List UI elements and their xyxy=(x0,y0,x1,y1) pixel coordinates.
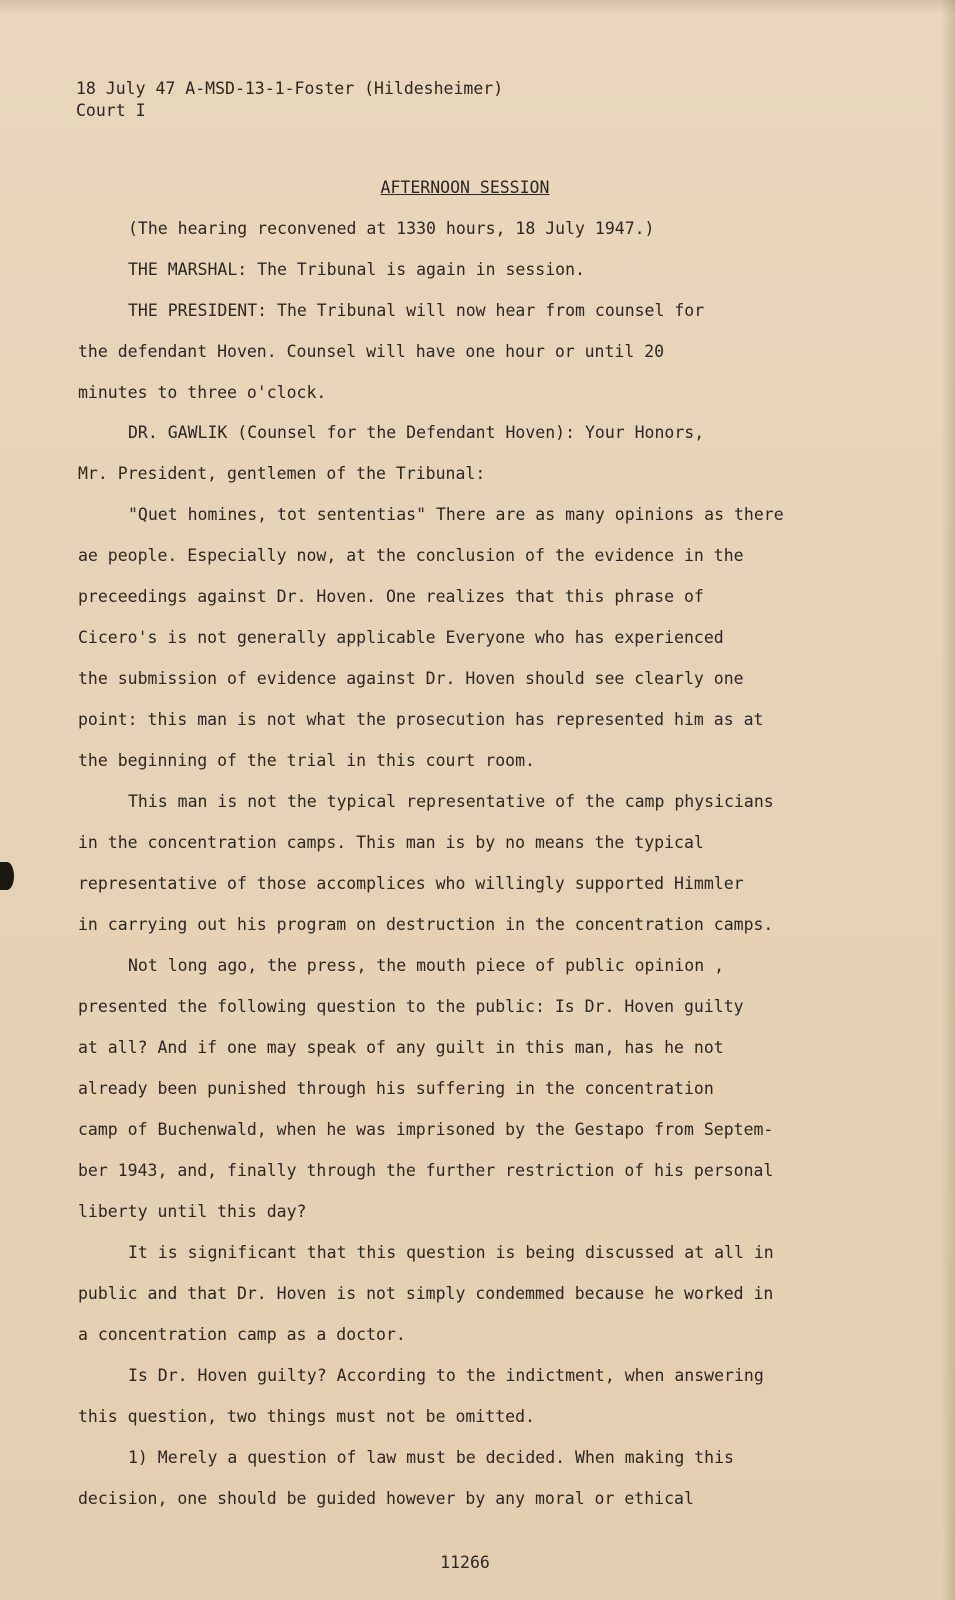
text-line: THE MARSHAL: The Tribunal is again in session. xyxy=(128,260,585,279)
text-line: point: this man is not what the prosecution has represented him as at xyxy=(78,710,764,729)
text-line: "Quet homines, tot sententias" There are as many opinions as there xyxy=(128,505,784,524)
text-line: representative of those accomplices who willingly supported Himmler xyxy=(78,874,744,893)
text-line: ber 1943, and, finally through the further restriction of his personal xyxy=(78,1161,774,1180)
text-line: a concentration camp as a doctor. xyxy=(78,1325,406,1344)
header-reference-line: 18 July 47 A-MSD-13-1-Foster (Hildesheimer) xyxy=(76,79,504,98)
text-line: this question, two things must not be omitted. xyxy=(78,1407,535,1426)
text-line: Is Dr. Hoven guilty? According to the indictment, when answering xyxy=(128,1366,764,1385)
text-line: (The hearing reconvened at 1330 hours, 18 July 1947.) xyxy=(128,219,655,238)
text-line: 1) Merely a question of law must be decided. When making this xyxy=(128,1448,734,1467)
header-court-line: Court I xyxy=(76,101,146,120)
text-line: in the concentration camps. This man is by no means the typical xyxy=(78,833,704,852)
text-line: at all? And if one may speak of any guilt in this man, has he not xyxy=(78,1038,724,1057)
punch-hole-mark xyxy=(0,862,14,890)
text-line: This man is not the typical representative of the camp physicians xyxy=(128,792,774,811)
text-line: the submission of evidence against Dr. Hoven should see clearly one xyxy=(78,669,744,688)
text-line: Cicero's is not generally applicable Everyone who has experienced xyxy=(78,628,724,647)
page-edge-shadow xyxy=(0,0,955,14)
text-line: minutes to three o'clock. xyxy=(78,383,327,402)
text-line: DR. GAWLIK (Counsel for the Defendant Hoven): Your Honors, xyxy=(128,423,705,442)
text-line: Not long ago, the press, the mouth piece of public opinion , xyxy=(128,956,725,975)
text-line: THE PRESIDENT: The Tribunal will now hear from counsel for xyxy=(128,301,705,320)
page-edge-shadow-right xyxy=(941,0,955,1600)
text-line: decision, one should be guided however by any moral or ethical xyxy=(78,1489,694,1508)
text-line: in carrying out his program on destruction in the concentration camps. xyxy=(78,915,774,934)
text-line: the defendant Hoven. Counsel will have one hour or until 20 xyxy=(78,342,665,361)
document-header xyxy=(76,78,503,122)
text-line: ae people. Especially now, at the conclusion of the evidence in the xyxy=(78,546,744,565)
text-line: preceedings against Dr. Hoven. One realizes that this phrase of xyxy=(78,587,704,606)
text-line: Mr. President, gentlemen of the Tribunal: xyxy=(78,464,486,483)
text-line: camp of Buchenwald, when he was imprisoned by the Gestapo from Septem- xyxy=(78,1120,774,1139)
text-line: liberty until this day? xyxy=(78,1202,307,1221)
session-title: AFTERNOON SESSION xyxy=(380,178,550,197)
text-line: already been punished through his suffering in the concentration xyxy=(78,1079,714,1098)
page-number: 11266 xyxy=(440,1553,490,1572)
text-line: the beginning of the trial in this court room. xyxy=(78,751,535,770)
text-line: presented the following question to the public: Is Dr. Hoven guilty xyxy=(78,997,744,1016)
text-line: It is significant that this question is being discussed at all in xyxy=(128,1243,774,1262)
text-line: public and that Dr. Hoven is not simply condemmed because he worked in xyxy=(78,1284,774,1303)
